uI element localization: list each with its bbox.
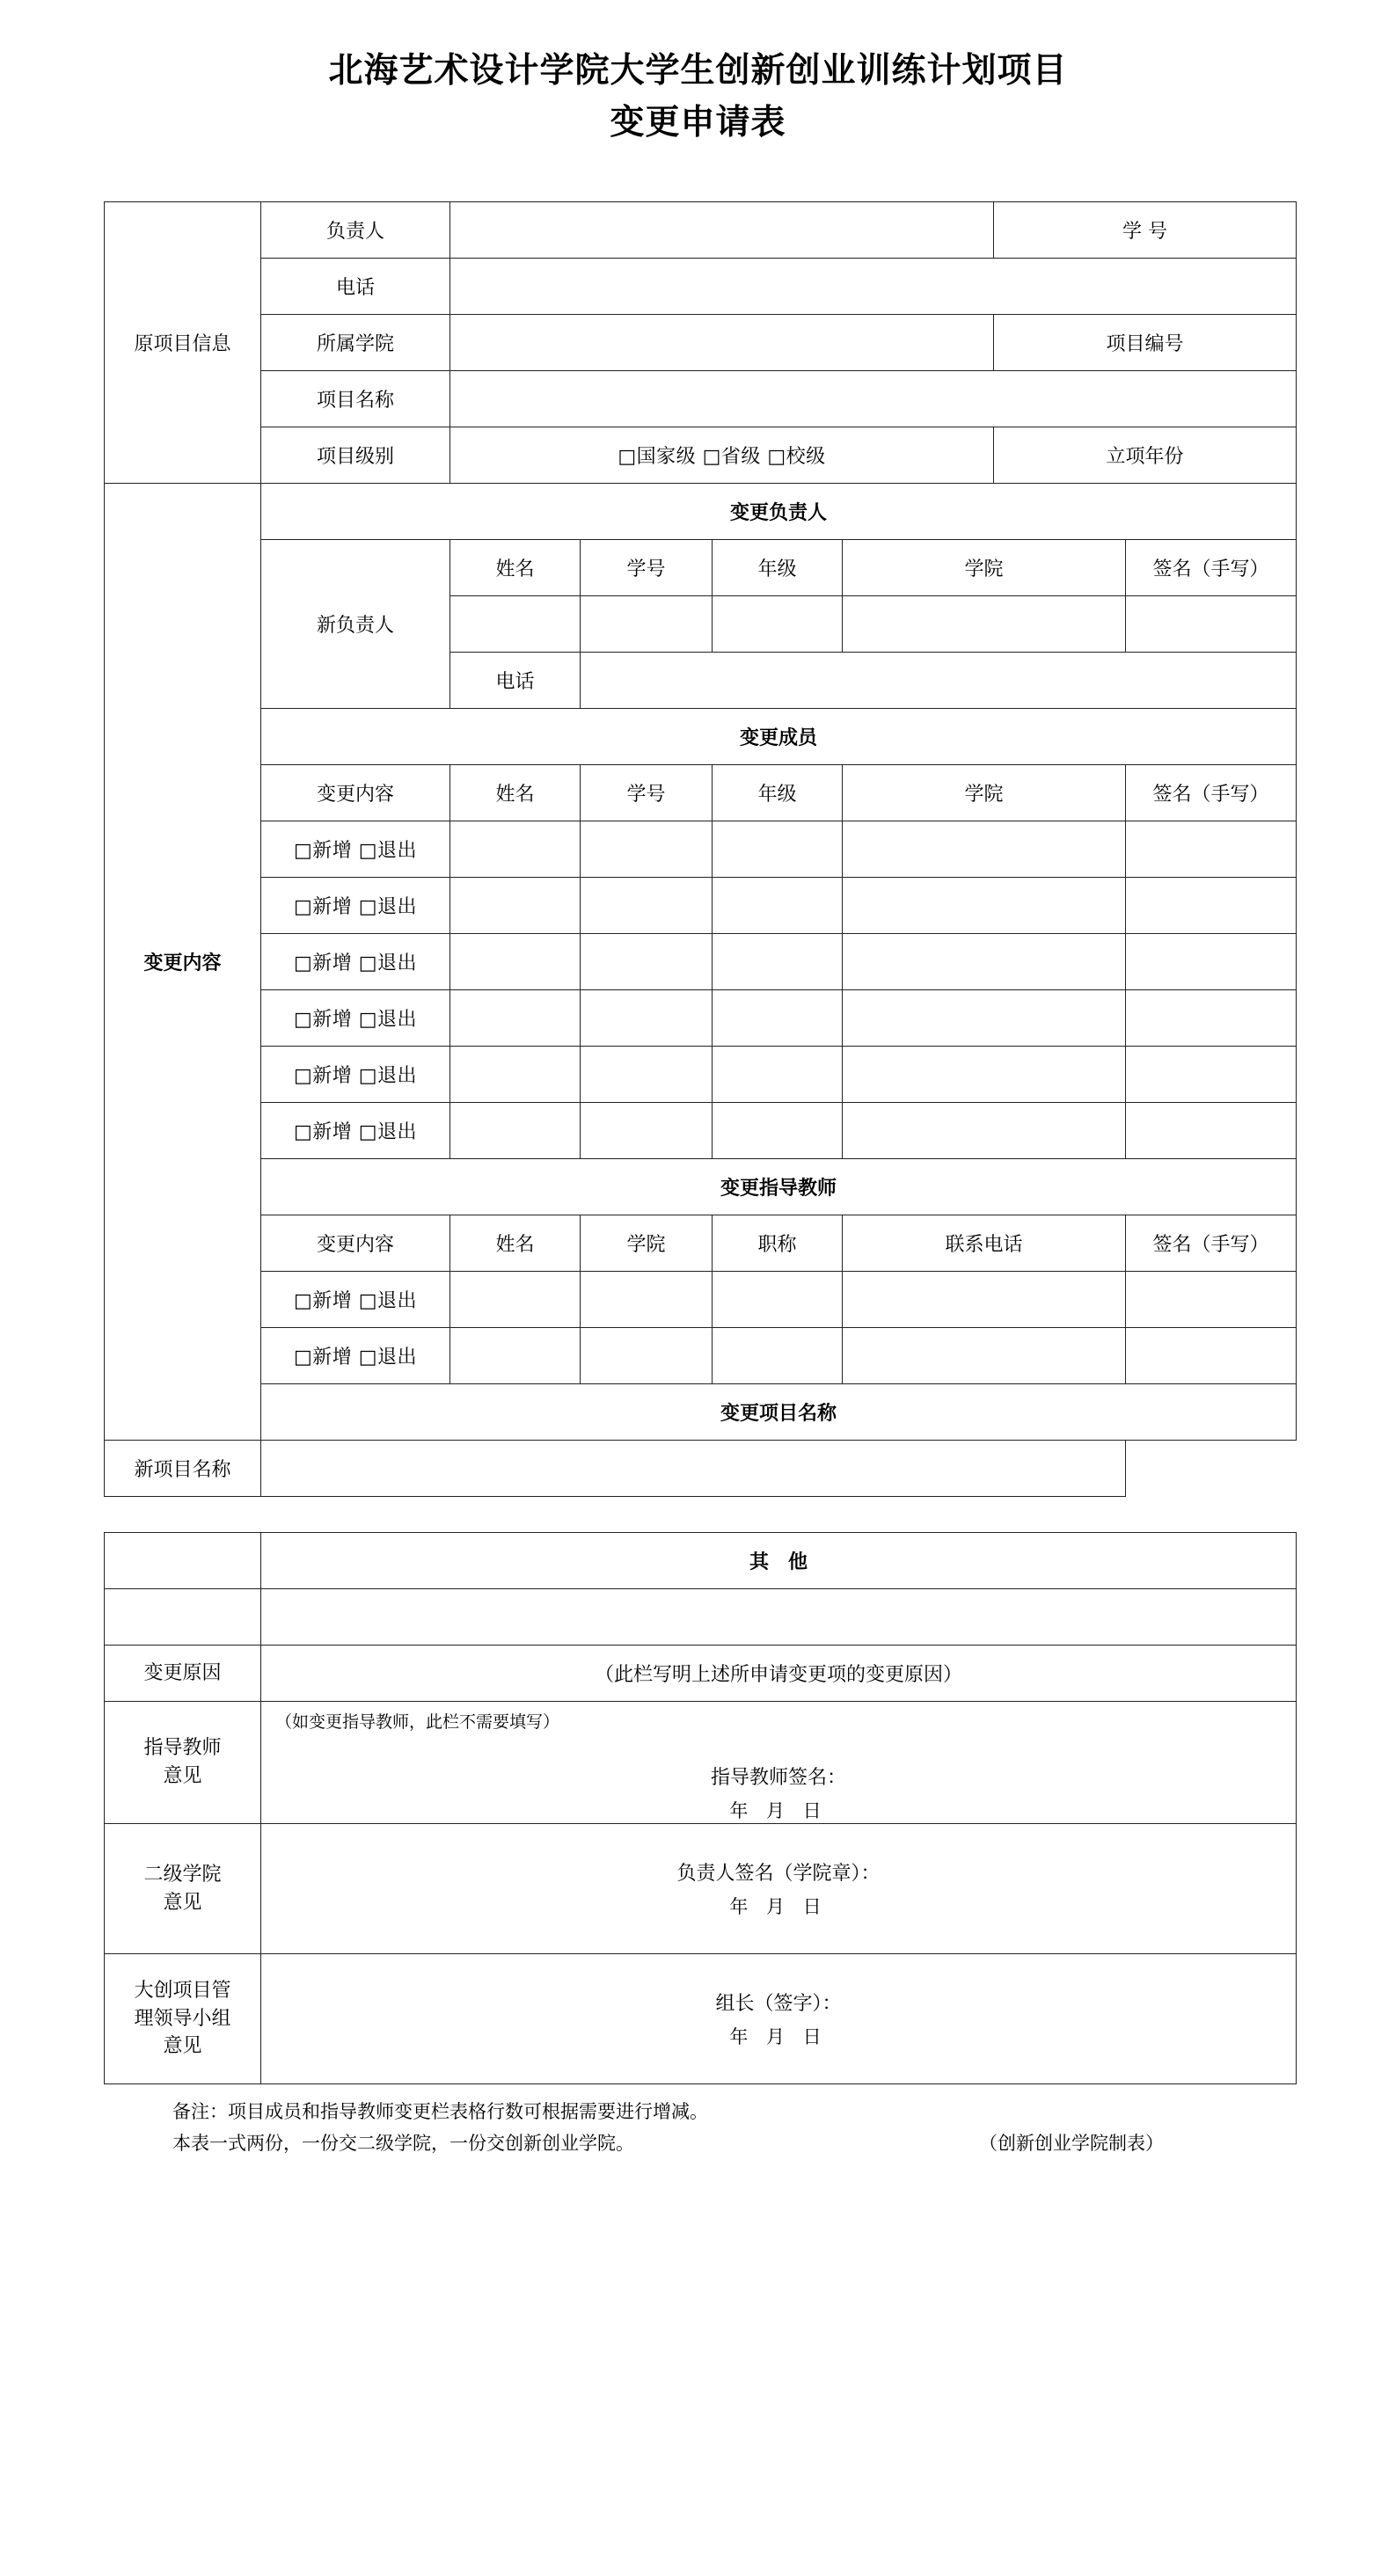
member-row-3-college[interactable] — [843, 934, 1126, 990]
member-row-3-signature[interactable] — [1126, 934, 1297, 990]
leader-label: 负责人 — [261, 202, 450, 259]
member-row-4-grade[interactable] — [713, 990, 843, 1047]
new-project-name-label: 新项目名称 — [105, 1441, 261, 1497]
table-row — [105, 1215, 1297, 1272]
member-row-1-name[interactable] — [450, 821, 581, 878]
member-header-studentno: 学号 — [581, 765, 713, 821]
college-opinion-value[interactable] — [261, 1824, 1297, 1954]
college-label: 所属学院 — [261, 315, 450, 371]
member-row-2-signature[interactable] — [1126, 878, 1297, 934]
title-line-1: 北海艺术设计学院大学生创新创业训练计划项目 — [328, 51, 1068, 91]
member-row-3-grade[interactable] — [713, 934, 843, 990]
footer-note-2: 本表一式两份，一份交二级学院，一份交创新创业学院。 — [172, 2132, 634, 2154]
main-form-table-wrapper — [104, 201, 1296, 1497]
table-row — [105, 709, 1297, 765]
member-row-6-name[interactable] — [450, 1103, 581, 1159]
project-level-label: 项目级别 — [261, 427, 450, 484]
other-blank-label — [105, 1589, 261, 1646]
teacher-header-college: 学院 — [581, 1215, 713, 1272]
teacher-header-title: 职称 — [713, 1215, 843, 1272]
main-form-table — [104, 201, 1297, 1497]
leader-value[interactable] — [450, 202, 994, 259]
page-title — [0, 0, 1396, 149]
group-opinion-label — [105, 1954, 261, 2084]
member-row-3-name[interactable] — [450, 934, 581, 990]
group-opinion-label-line2: 理领导小组 — [134, 2007, 231, 2030]
table-row — [105, 990, 1297, 1047]
member-row-4-college[interactable] — [843, 990, 1126, 1047]
member-row-6-studentno[interactable] — [581, 1103, 713, 1159]
other-section-table-wrapper — [104, 1532, 1296, 2084]
member-row-4-studentno[interactable] — [581, 990, 713, 1047]
teacher-row-1-signature[interactable] — [1126, 1272, 1297, 1328]
table-row — [105, 934, 1297, 990]
member-row-2-name[interactable] — [450, 878, 581, 934]
teacher-header-name: 姓名 — [450, 1215, 581, 1272]
group-opinion-label-line1: 大创项目管 — [134, 1979, 231, 2002]
teacher-row-1-college[interactable] — [581, 1272, 713, 1328]
change-reason-value[interactable] — [261, 1646, 1297, 1702]
member-row-6-grade[interactable] — [713, 1103, 843, 1159]
member-row-4-name[interactable] — [450, 990, 581, 1047]
member-row-6-college[interactable] — [843, 1103, 1126, 1159]
change-leader-heading: 变更负责人 — [261, 484, 1297, 540]
table-row — [105, 1646, 1297, 1702]
teacher-header-change: 变更内容 — [261, 1215, 450, 1272]
new-leader-phone-value[interactable] — [581, 653, 1297, 709]
table-row — [105, 1159, 1297, 1215]
original-project-section-label: 原项目信息 — [105, 202, 261, 484]
table-row — [105, 484, 1297, 540]
member-row-5-checkbox-group[interactable]: □新增 □退出 — [261, 1047, 450, 1103]
new-leader-value-grade[interactable] — [713, 596, 843, 653]
member-row-1-grade[interactable] — [713, 821, 843, 878]
advisor-date-label: 年 月 日 — [729, 1800, 828, 1821]
project-name-label: 项目名称 — [261, 371, 450, 427]
table-row — [105, 259, 1297, 315]
college-opinion-label-line2: 意见 — [163, 1891, 202, 1914]
change-member-heading: 变更成员 — [261, 709, 1297, 765]
advisor-signature-label: 指导教师签名： — [710, 1767, 846, 1789]
table-row — [105, 1272, 1297, 1328]
group-date-label: 年 月 日 — [729, 2026, 828, 2047]
college-date-label: 年 月 日 — [729, 1896, 828, 1917]
table-row — [105, 821, 1297, 878]
teacher-row-1-title[interactable] — [713, 1272, 843, 1328]
footer-note-1: 备注：项目成员和指导教师变更栏表格行数可根据需要进行增减。 — [172, 2101, 708, 2122]
table-row — [105, 540, 1297, 596]
new-leader-header-studentno: 学号 — [581, 540, 713, 596]
table-row — [105, 1047, 1297, 1103]
table-row — [105, 427, 1297, 484]
phone-label: 电话 — [261, 259, 450, 315]
teacher-row-1-phone[interactable] — [843, 1272, 1126, 1328]
teacher-row-1-checkbox-group[interactable]: □新增 □退出 — [261, 1272, 450, 1328]
advisor-opinion-note: （如变更指导教师，此栏不需要填写） — [275, 1712, 560, 1732]
college-opinion-label-line1: 二级学院 — [143, 1863, 222, 1886]
teacher-row-2-college[interactable] — [581, 1328, 713, 1384]
new-project-name-value[interactable] — [261, 1441, 1126, 1497]
member-row-5-grade[interactable] — [713, 1047, 843, 1103]
new-leader-header-name: 姓名 — [450, 540, 581, 596]
advisor-opinion-value[interactable] — [261, 1702, 1297, 1824]
member-row-1-signature[interactable] — [1126, 821, 1297, 878]
change-teacher-heading: 变更指导教师 — [261, 1159, 1297, 1215]
member-row-1-checkbox-group[interactable]: □新增 □退出 — [261, 821, 450, 878]
new-leader-value-signature[interactable] — [1126, 596, 1297, 653]
other-section-table — [104, 1532, 1297, 2084]
table-row — [105, 765, 1297, 821]
member-row-4-checkbox-group[interactable]: □新增 □退出 — [261, 990, 450, 1047]
member-row-5-studentno[interactable] — [581, 1047, 713, 1103]
table-row — [105, 1328, 1297, 1384]
table-row — [105, 1702, 1297, 1824]
member-row-3-studentno[interactable] — [581, 934, 713, 990]
teacher-row-2-title[interactable] — [713, 1328, 843, 1384]
change-reason-label: 变更原因 — [105, 1646, 261, 1702]
title-line-2: 变更申请表 — [610, 102, 786, 142]
table-row — [105, 1384, 1297, 1441]
new-leader-header-signature: 签名（手写） — [1126, 540, 1297, 596]
teacher-row-1-name[interactable] — [450, 1272, 581, 1328]
member-row-2-college[interactable] — [843, 878, 1126, 934]
new-leader-label: 新负责人 — [261, 540, 450, 709]
member-row-4-signature[interactable] — [1126, 990, 1297, 1047]
member-row-3-checkbox-group[interactable]: □新增 □退出 — [261, 934, 450, 990]
teacher-row-2-checkbox-group[interactable]: □新增 □退出 — [261, 1328, 450, 1384]
member-header-grade: 年级 — [713, 765, 843, 821]
group-opinion-label-line3: 意见 — [163, 2035, 202, 2058]
new-leader-value-studentno[interactable] — [581, 596, 713, 653]
footer-note-3: （创新创业学院制表） — [979, 2132, 1164, 2154]
change-project-name-heading: 变更项目名称 — [261, 1384, 1297, 1441]
teacher-row-2-signature[interactable] — [1126, 1328, 1297, 1384]
table-row — [105, 1103, 1297, 1159]
project-no-label: 项目编号 — [994, 315, 1297, 371]
new-leader-value-college[interactable] — [843, 596, 1126, 653]
member-row-2-studentno[interactable] — [581, 878, 713, 934]
table-row — [105, 1589, 1297, 1646]
table-row — [105, 202, 1297, 259]
college-value[interactable] — [450, 315, 994, 371]
phone-value[interactable] — [450, 259, 1297, 315]
new-leader-value-name[interactable] — [450, 596, 581, 653]
new-leader-header-college: 学院 — [843, 540, 1126, 596]
member-row-2-grade[interactable] — [713, 878, 843, 934]
group-opinion-inner — [267, 1989, 1290, 2118]
member-row-6-checkbox-group[interactable]: □新增 □退出 — [261, 1103, 450, 1159]
teacher-header-phone: 联系电话 — [843, 1215, 1126, 1272]
teacher-header-signature: 签名（手写） — [1126, 1215, 1297, 1272]
other-blank-value[interactable] — [261, 1589, 1297, 1646]
advisor-opinion-label-line1: 指导教师 — [143, 1737, 222, 1760]
change-content-section-label: 变更内容 — [105, 484, 261, 1441]
college-opinion-inner — [267, 1858, 1290, 1988]
group-signature-label: 组长（签字）： — [715, 1993, 842, 2015]
table-row — [105, 1824, 1297, 1954]
member-header-change: 变更内容 — [261, 765, 450, 821]
project-name-value[interactable] — [450, 371, 1297, 427]
member-row-1-college[interactable] — [843, 821, 1126, 878]
member-header-signature: 签名（手写） — [1126, 765, 1297, 821]
change-reason-note: （此栏写明上述所申请变更项的变更原因） — [594, 1664, 962, 1686]
approval-year-label: 立项年份 — [994, 427, 1297, 484]
member-row-2-checkbox-group[interactable]: □新增 □退出 — [261, 878, 450, 934]
new-leader-header-grade: 年级 — [713, 540, 843, 596]
other-heading: 其 他 — [261, 1533, 1297, 1589]
teacher-row-2-name[interactable] — [450, 1328, 581, 1384]
table-row — [105, 371, 1297, 427]
member-row-1-studentno[interactable] — [581, 821, 713, 878]
other-empty-label — [105, 1533, 261, 1589]
advisor-opinion-label-line2: 意见 — [163, 1765, 202, 1787]
student-no-label: 学 号 — [994, 202, 1297, 259]
college-opinion-label — [105, 1824, 261, 1954]
advisor-opinion-label — [105, 1702, 261, 1824]
college-signature-label: 负责人签名（学院章）： — [676, 1863, 881, 1885]
table-row — [105, 1441, 1297, 1497]
teacher-row-2-phone[interactable] — [843, 1328, 1126, 1384]
member-row-5-name[interactable] — [450, 1047, 581, 1103]
member-row-6-signature[interactable] — [1126, 1103, 1297, 1159]
footer-note-row — [104, 2128, 1296, 2160]
member-header-college: 学院 — [843, 765, 1126, 821]
table-row — [105, 315, 1297, 371]
new-leader-phone-label: 电话 — [450, 653, 581, 709]
project-level-checkbox-group[interactable]: □国家级 □省级 □校级 — [450, 427, 994, 484]
member-header-name: 姓名 — [450, 765, 581, 821]
table-row — [105, 1533, 1297, 1589]
advisor-opinion-inner — [267, 1702, 1290, 1823]
member-row-5-signature[interactable] — [1126, 1047, 1297, 1103]
table-row — [105, 878, 1297, 934]
member-row-5-college[interactable] — [843, 1047, 1126, 1103]
